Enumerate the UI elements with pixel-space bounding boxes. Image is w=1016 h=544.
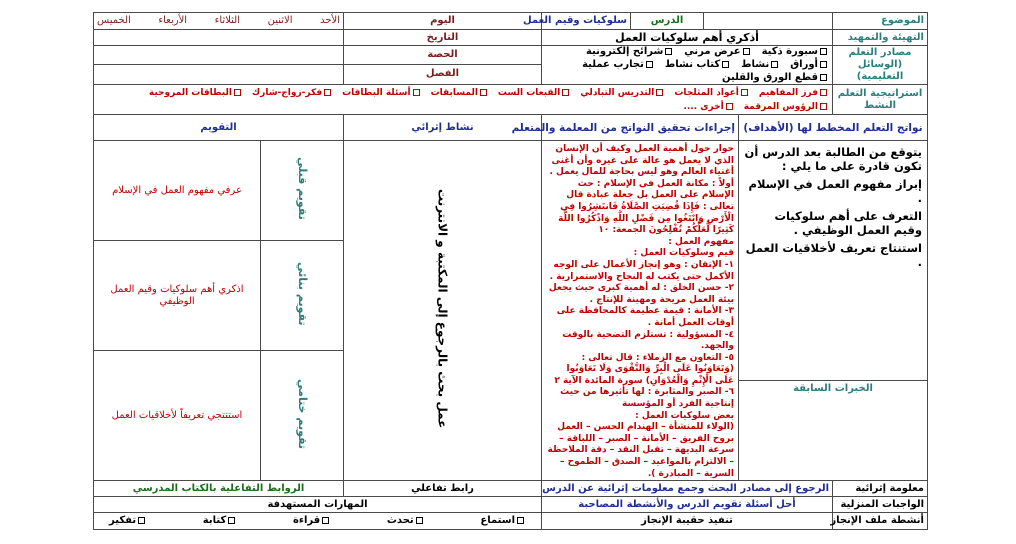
eval-type-pre-label: تقويم قبلي xyxy=(296,157,309,220)
checkbox-icon xyxy=(322,517,329,524)
procedure-line: ٤- المسؤولية : تستلزم التضحية بالوقت والجهد. xyxy=(562,329,734,352)
checkbox-icon xyxy=(820,74,827,81)
resource-item[interactable]: شرائح إلكترونية xyxy=(586,46,674,58)
skills-list xyxy=(94,513,542,530)
procedure-line: حوار حول أهمية العمل وكيف أن الإنسان الذي لا يعمل هو عالة على غيره وأن أغنى أغنياء العالم وهو ليس بحاجة للمال يعمل . xyxy=(549,144,734,178)
resources-list xyxy=(542,46,833,85)
checkbox-icon xyxy=(562,89,569,96)
checkbox-icon xyxy=(741,89,748,96)
eval-text-pre: عرفي مفهوم العمل في الإسلام xyxy=(94,141,261,241)
day-tuesday: الثلاثاء xyxy=(214,15,240,26)
procedure-line: ١- الإتقان : وهو إنجاز الأعمال على الوجه الأكمل حتى يكتب له النجاح والاستمرارية . xyxy=(549,259,734,282)
strategy-item[interactable]: فرز المفاهيم xyxy=(759,87,829,99)
checkbox-icon xyxy=(820,61,827,68)
strategy-list xyxy=(94,85,833,115)
intro-label: التهيئة والتمهيد xyxy=(833,30,928,46)
resource-item[interactable]: عرض مرني xyxy=(684,46,751,58)
topic-value xyxy=(704,13,833,30)
strategy-label xyxy=(833,85,928,115)
checkbox-icon xyxy=(416,517,423,524)
eval-type-formative xyxy=(261,241,344,351)
homework-text: أحل أسئلة تقويم الدرس والأنشطة المصاحبة xyxy=(542,497,833,513)
checkbox-icon xyxy=(480,89,487,96)
evaluation-header: التقويم xyxy=(94,115,344,141)
checkbox-icon xyxy=(722,61,729,68)
eval-type-final-label: تقويم ختامي xyxy=(296,378,309,449)
eval-text-formative: اذكري أهم سلوكيات وقيم العمل الوظيفي xyxy=(94,241,261,351)
day-sunday: الأحد xyxy=(320,15,340,26)
eval-type-formative-label: تقويم بنائي xyxy=(296,261,309,326)
strategy-item[interactable]: التدريس التبادلي xyxy=(580,87,665,99)
checkbox-icon xyxy=(324,89,331,96)
skill-item[interactable]: تحدث xyxy=(387,515,425,527)
days-row xyxy=(94,13,344,30)
resource-item[interactable]: أوراق xyxy=(790,59,829,71)
info-label: معلومة إثرائية xyxy=(833,481,928,497)
objective-line: استنتاج تعريف لأخلاقيات العمل . xyxy=(745,241,922,269)
strategy-item[interactable]: القبعات الست xyxy=(498,87,571,99)
procedure-line: بعض سلوكيات العمل : xyxy=(635,410,734,421)
procedure-line: مفهوم العمل : xyxy=(668,236,734,247)
objective-line: إبراز مفهوم العمل في الإسلام . xyxy=(748,177,922,205)
strategy-item[interactable]: المسابقات xyxy=(431,87,489,99)
skill-item[interactable]: كتابة xyxy=(203,515,237,527)
period-value xyxy=(94,46,344,65)
skill-item[interactable]: استماع xyxy=(480,515,526,527)
enrichment-text: عمل بحث بالرجوع إلى المكتبة و الانترنت xyxy=(435,188,450,429)
eval-type-pre xyxy=(261,141,344,241)
links-label: الروابط التفاعلية بالكتاب المدرسي xyxy=(94,481,344,497)
resource-item[interactable]: نشاط xyxy=(741,59,780,71)
checkbox-icon xyxy=(771,61,778,68)
procedure-line: ٣- الأمانة : قيمة عظيمة كالمحافظة على أوقات العمل أمانة . xyxy=(556,306,734,328)
lesson-label: الدرس xyxy=(631,13,704,30)
link-label: رابط تفاعلي xyxy=(344,481,542,497)
procedures-header: إجراءات تحقيق النواتج من المعلمة والمتعلم xyxy=(542,115,739,141)
procedure-line: قيم وسلوكيات العمل : xyxy=(633,248,734,259)
info-text: الرجوع إلى مصادر البحث وجمع معلومات إثرائية عن الدرس xyxy=(542,481,833,497)
portfolio-text: تنفيذ حقيبة الإنجاز xyxy=(542,513,833,530)
procedures-cell xyxy=(542,141,739,481)
resource-item[interactable]: قطع الورق والقلين xyxy=(722,72,829,84)
day-wednesday: الأربعاء xyxy=(158,15,188,26)
enrichment-cell xyxy=(344,141,542,481)
strategy-label-line2: النشط xyxy=(863,99,897,111)
strategy-label-line1: استراتيجية التعلم xyxy=(837,87,923,99)
checkbox-icon xyxy=(228,517,235,524)
checkbox-icon xyxy=(656,89,663,96)
date-label: التاريخ xyxy=(344,30,542,46)
day-thursday: الخميس xyxy=(97,15,131,26)
procedure-line: ٥- التعاون مع الزملاء : قال تعالى : (وَتَعَاوَنُوا عَلَى الْبِرِّ وَالتَّقْوَى وَلَا تَعَاوَنُوا عَلَى الْإِثْمِ وَالْعُدْوَانِ) سورة المائدة الآية ٢ xyxy=(554,352,734,386)
checkbox-icon xyxy=(743,48,750,55)
checkbox-icon xyxy=(820,103,827,110)
homework-label: الواجبات المنزلية xyxy=(833,497,928,513)
lesson-plan-table xyxy=(93,12,928,530)
portfolio-label: أنشطة ملف الإنجاز xyxy=(833,513,928,530)
day-monday: الاثنين xyxy=(267,15,293,26)
skill-item[interactable]: تفكير xyxy=(109,515,147,527)
checkbox-icon xyxy=(726,103,733,110)
objectives-cell xyxy=(739,141,928,381)
skills-label: المهارات المستهدفة xyxy=(94,497,542,513)
checkbox-icon xyxy=(138,517,145,524)
procedure-line: أولاً : مكانة العمل في الإسلام : حث الإسلام على العمل بل جعلة عبادة قال تعالى : فَإِذَا قُضِيَتِ الصَّلَاةُ فَانتَشِرُوا فِي الْأَرْضِ وَابْتَغُوا مِن فَضْلِ اللَّهِ وَاذْكُرُوا اللَّهَ كَثِيرًا لَّعَلَّكُمْ تُفْلِحُونَ الجمعة: ١٠ xyxy=(558,178,734,236)
prior-experience-label: الخبرات السابقة xyxy=(739,381,928,481)
strategy-item[interactable]: أخرى .... xyxy=(683,101,734,113)
objective-line: يتوقع من الطالبة بعد الدرس أن تكون قادرة على ما يلي : xyxy=(744,145,922,173)
checkbox-icon xyxy=(820,48,827,55)
checkbox-icon xyxy=(234,89,241,96)
checkbox-icon xyxy=(517,517,524,524)
class-value xyxy=(94,64,344,84)
resources-label xyxy=(833,46,928,85)
checkbox-icon xyxy=(820,89,827,96)
resources-label-line1: مصادر التعلم xyxy=(848,47,912,58)
intro-text: أذكري أهم سلوكيات العمل xyxy=(542,30,833,46)
resource-item[interactable]: كتاب نشاط xyxy=(665,59,731,71)
enrichment-header: نشاط إثرائي xyxy=(344,115,542,141)
eval-type-final xyxy=(261,351,344,481)
class-label: الفصل xyxy=(344,64,542,84)
lesson-title: سلوكيات وقيم العمل xyxy=(542,13,631,30)
strategy-item[interactable]: أسئلة البطاقات xyxy=(342,87,421,99)
procedure-line: ٢- حسن الخلق : له أهمية كبرى حيث يجعل بيئة العمل مريحة ومهينة للإنتاج . xyxy=(548,283,734,305)
checkbox-icon xyxy=(646,61,653,68)
resources-label-line2: (الوسائل التعليمية) xyxy=(856,59,904,82)
objective-line: التعرف على أهم سلوكيات وقيم العمل الوظيفي . xyxy=(774,209,922,237)
strategy-item[interactable]: الرؤوس المرقمة xyxy=(744,101,829,113)
strategy-item[interactable]: البطاقات المروحية xyxy=(149,87,243,99)
procedure-line: ٦- الصبر والمثابرة : لها تأثيرها من حيث إنتاجية الفرد أو المؤسسة xyxy=(560,387,734,410)
procedure-line: (الولاء للمنشأة – الهندام الحسن – العمل بروح الفريق – الأمانة – الصبر – اللباقة – سرعة البديهة – تقبل النقد – دقة الملاحظة – الالتزام بالمواعيد – الصدق – الطموح – السرية – المبادرة ). xyxy=(547,422,734,479)
objectives-header: نواتج التعلم المخطط لها (الأهداف) xyxy=(739,115,928,141)
resource-item[interactable]: سبورة ذكية xyxy=(762,46,829,58)
checkbox-icon xyxy=(665,48,672,55)
period-label: الحصة xyxy=(344,46,542,65)
date-value xyxy=(94,30,344,46)
topic-label: الموضوع xyxy=(833,13,928,30)
day-label: اليوم xyxy=(344,13,542,30)
strategy-item[interactable]: أعواد المثلجات xyxy=(674,87,749,99)
checkbox-icon xyxy=(413,89,420,96)
eval-text-final: استنتجي تعريفاً لأخلاقيات العمل xyxy=(94,351,261,481)
skill-item[interactable]: قراءة xyxy=(293,515,331,527)
strategy-item[interactable]: فكر-زواج-شارك xyxy=(252,87,333,99)
resource-item[interactable]: تجارب عملية xyxy=(582,59,655,71)
